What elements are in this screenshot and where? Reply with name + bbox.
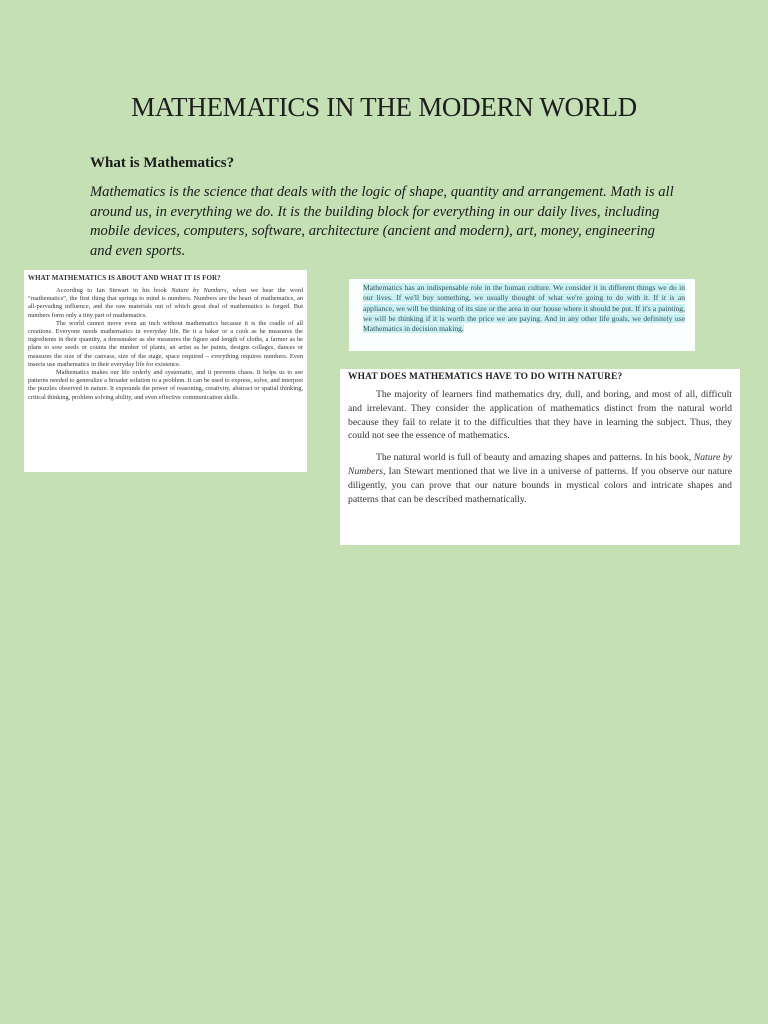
about-paragraph-3: Mathematics makes our life orderly and systematic, and it prevents chaos. It helps us to see patterns needed to generalize a broader solution to a problem. It can be used to express, solve, and interpret the puzzles observed in nature. It expounds the power of reasoning, creativity, abstract or spatial thinking, critical thinking, problem solving ability, and even effective communication skills. [28,369,303,401]
page-title: MATHEMATICS IN THE MODERN WORLD [131,92,637,122]
culture-panel [349,279,695,351]
nature-p2-text-a: The natural world is full of beauty and amazing shapes and patterns. In his book, [376,452,694,464]
about-paragraph-2: The world cannot move even an inch without mathematics because it is the cradle of all creations. Everyone needs mathematics in everyday life. Be it a baker or a cook as he measures the ingredients in their quantity, a dressmaker as she measures the figure and length of cloths, a farmer as he plans to sow seeds or counts the number of plants, an artist as he paints, designs collages, dances or measures the size of the canvass, size of the stage, space required – everything requires numbers. Even insects use mathematics in their everyday life for existence. [28,319,303,368]
nature-book-title: Nature by Numbers [348,452,732,477]
nature-paragraph-2 [348,451,732,506]
culture-highlighted-text: Mathematics has an indispensable role in the human culture. We consider it in different things we do in our lives. If we'll buy something, we usually thought of what we're going to do with it. If it is an appliance, we will be thinking of its size or the area in our house where it should be put. If it's a painting, we will be thinking if it is worth the price we are paying. And in any other life goals, we definitely use Mathematics in decision making. [363,283,685,334]
nature-p2-text-b: , Ian Stewart mentioned that we live in a universe of patterns. If you observe our nature diligently, you can prove that our nature bounds in mystical colors and intricate shapes and patterns that can be described mathematically. [348,465,732,505]
about-panel-heading: WHAT MATHEMATICS IS ABOUT AND WHAT IT IS FOR? [28,274,221,282]
about-p1-text-b: , when we hear the word “mathematics”, the first thing that springs to mind is numbers. Numbers are the heart of mathematics, an all-pervading influence, and the raw materials out of which great deal of mathematics is forged. But numbers form only a tiny part of mathematics. [28,287,303,319]
culture-paragraph [363,283,685,334]
nature-panel [340,369,740,545]
definition-paragraph: Mathematics is the science that deals with the logic of shape, quantity and arrangement. Math is all around us, in everything we do. It is the building block for everything in our daily lives, including mobile devices, computers, software, architecture (ancient and modern), art, money, engineering and even sports. [90,184,674,259]
book-title: Nature by Numbers [171,287,227,294]
about-p1-text-a: According to Ian Stewart in his book [56,287,172,294]
about-panel [24,270,307,472]
nature-panel-heading: WHAT DOES MATHEMATICS HAVE TO DO WITH NATURE? [348,372,623,382]
about-paragraph-1 [28,287,303,320]
question-heading: What is Mathematics? [90,155,235,171]
nature-paragraph-1: The majority of learners find mathematics dry, dull, and boring, and most of all, difficult and irrelevant. They consider the application of mathematics distinct from the natural world because they fail to relate it to the difficulties that they have in learning the subject. Thus, they could not see the essence of mathematics. [348,389,732,442]
